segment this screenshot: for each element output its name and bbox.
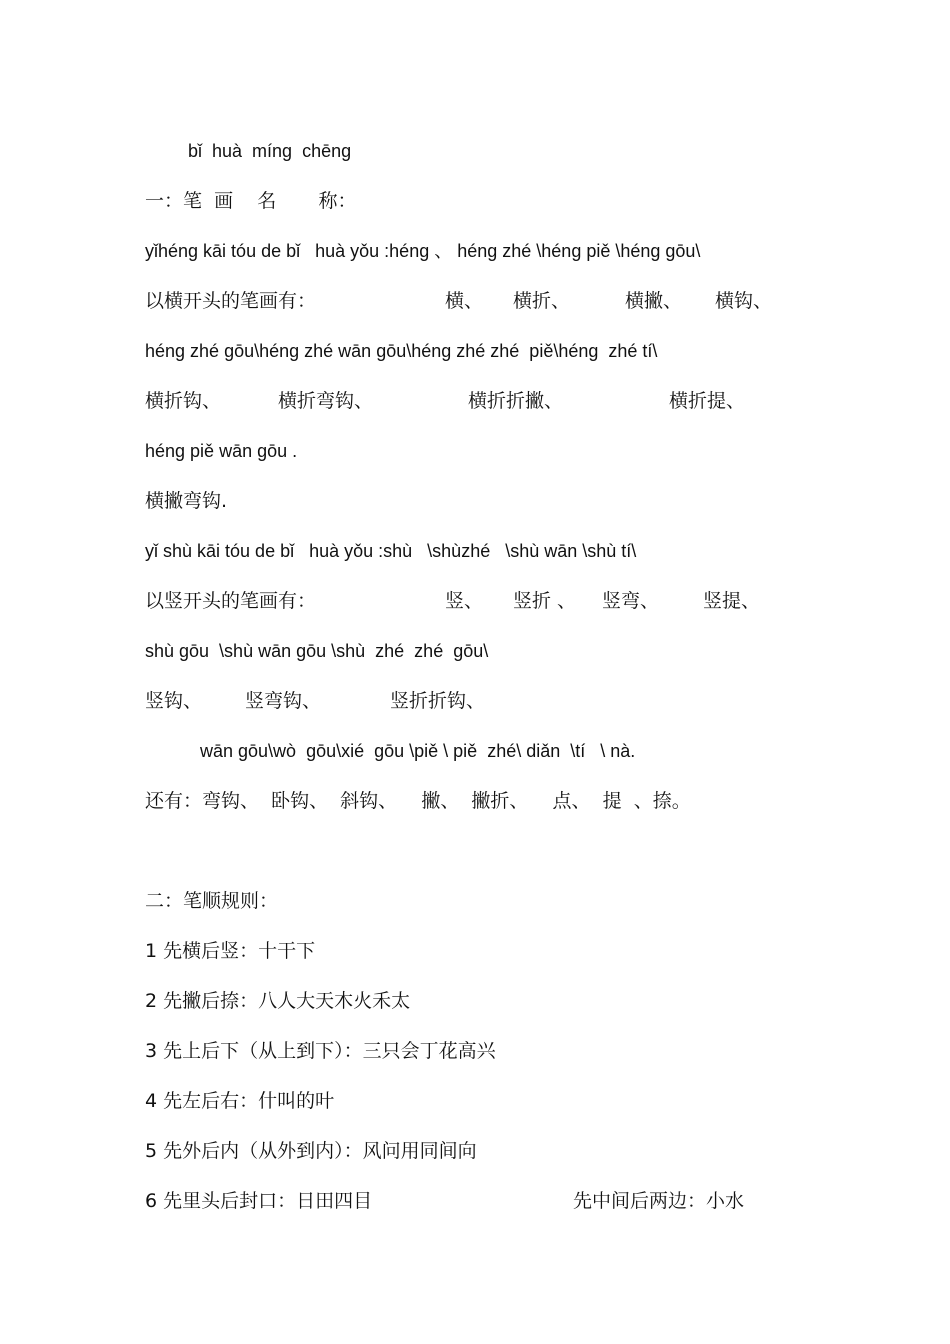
stroke-heng-zhe-zhe-pie: 横折折撇、: [468, 390, 564, 412]
rule-5: 5 先外后内（从外到内）：风问用同间向: [145, 1140, 477, 1162]
stroke-heng-pie: 横撇、: [625, 290, 683, 312]
stroke-shu-ti: 竖提、: [703, 590, 761, 612]
stroke-heng: 横、: [445, 290, 484, 312]
section-1-heading: 一：笔 画 名 称：: [145, 190, 357, 212]
section-2-heading: 二：笔顺规则：: [145, 890, 279, 912]
rule-2: 2 先撇后捺：八人大天木火禾太: [145, 990, 411, 1012]
heng-pie-wan-gou-pinyin: héng piě wān gōu .: [145, 441, 298, 461]
title-pinyin: bǐ huà míng chēng: [188, 141, 352, 161]
rule-3: 3 先上后下（从上到下）：三只会丁花高兴: [145, 1040, 496, 1062]
stroke-shu: 竖、: [445, 590, 484, 612]
other-strokes-line: 还有：弯钩、 卧钩、 斜钩、 撇、 撇折、 点、 提 、捺。: [145, 790, 691, 812]
stroke-shu-wan: 竖弯、: [602, 590, 660, 612]
heng-strokes-line-2: [145, 387, 825, 415]
stroke-heng-zhe-ti: 横折提、: [669, 390, 746, 412]
heng-intro: 以横开头的笔画有：: [145, 290, 317, 312]
heng-pinyin-line: yǐhéng kāi tóu de bǐ huà yǒu :héng 、 héng zhé \héng piě \héng gōu\: [145, 241, 701, 261]
other-strokes-pinyin: wān gōu\wò gōu\xié gōu \piě \ piě zhé\ diǎn \tí \ nà.: [200, 741, 636, 761]
stroke-shu-zhe-zhe-gou: 竖折折钩、: [390, 690, 486, 712]
stroke-heng-zhe: 横折、: [513, 290, 571, 312]
shu-strokes-line-2: [145, 687, 825, 715]
heng-strokes-line: [145, 287, 825, 315]
shu-intro: 以竖开头的笔画有：: [145, 590, 317, 612]
heng-pinyin-line-2: héng zhé gōu\héng zhé wān gōu\héng zhé zhé piě\héng zhé tí\: [145, 341, 658, 361]
stroke-shu-zhe: 竖折 、: [513, 590, 577, 612]
rule-6-line: [145, 1187, 825, 1215]
stroke-heng-gou: 横钩、: [715, 290, 773, 312]
shu-pinyin-line: yǐ shù kāi tóu de bǐ huà yǒu :shù \shùzhé \shù wān \shù tí\: [145, 541, 637, 561]
rule-4: 4 先左后右：什叫的叶: [145, 1090, 335, 1112]
rule-6-extra: 先中间后两边：小水: [573, 1190, 745, 1212]
shu-pinyin-line-2: shù gōu \shù wān gōu \shù zhé zhé gōu\: [145, 641, 489, 661]
shu-strokes-line: [145, 587, 825, 615]
stroke-shu-wan-gou: 竖弯钩、: [245, 690, 322, 712]
rule-1: 1 先横后竖：十干下: [145, 940, 316, 962]
stroke-shu-gou: 竖钩、: [145, 690, 203, 712]
rule-6: 6 先里头后封口：日田四目: [145, 1190, 373, 1212]
heng-pie-wan-gou: 横撇弯钩.: [145, 490, 228, 512]
stroke-heng-zhe-gou: 横折钩、: [145, 390, 222, 412]
stroke-heng-zhe-wan-gou: 横折弯钩、: [278, 390, 374, 412]
